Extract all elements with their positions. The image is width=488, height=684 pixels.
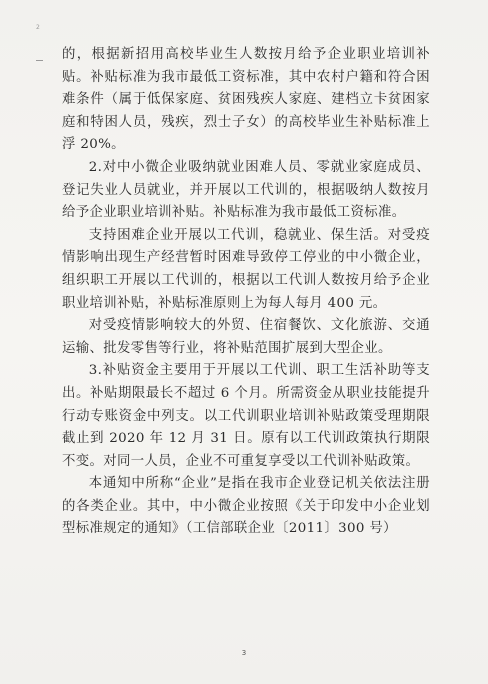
paragraph-item-2: 2.对中小微企业吸纳就业困难人员、零就业家庭成员、登记失业人员就业，并开展以工代训的，根据吸纳人数按月给予企业职业培训补贴。补贴标准为我市最低工资标准。 [62,159,430,221]
paragraph-large-enterprises: 对受疫情影响较大的外贸、住宿餐饮、文化旅游、交通运输、批发零售等行业，将补贴范围扩展到大型企业。 [62,318,430,356]
paragraph-support-enterprises: 支持困难企业开展以工代训，稳就业、保生活。对受疫情影响出现生产经营暂时困难导致停工停业的中小微企业，组织职工开展以工代训的，根据以工代训人数按月给予企业职业培训补贴，补贴标准原则上为每人每月 400 元。 [62,227,430,311]
paragraph-continuation: 的，根据新招用高校毕业生人数按月给予企业职业培训补贴。补贴标准为我市最低工资标准，其中农村户籍和符合困难条件（属于低保家庭、贫困残疾人家庭、建档立卡贫困家庭和特困人员，残疾，烈士子女）的高校毕业生补贴标准上浮 20%。 [62,47,430,153]
paragraph-item-3: 3.补贴资金主要用于开展以工代训、职工生活补助等支出。补贴期限最长不超过 6 个月。所需资金从职业技能提升行动专账资金中列支。以工代训职业培训补贴政策受理期限截止到 2020 年 12 月 31 日。原有以工代训政策执行期限不变。对同一人员，企业不可重复享受以工代训补贴政策。 [62,363,430,469]
paragraph-enterprise-definition: 本通知中所称“企业”是指在我市企业登记机关依法注册的各类企业。其中，中小微企业按照《关于印发中小企业划型标准规定的通知》（工信部联企业〔2011〕300 号） [62,476,430,537]
page-number: 3 [241,649,247,657]
document-body [62,44,430,541]
scan-dash-mark [36,60,43,61]
scan-mark-top-left: 2 [36,24,40,31]
